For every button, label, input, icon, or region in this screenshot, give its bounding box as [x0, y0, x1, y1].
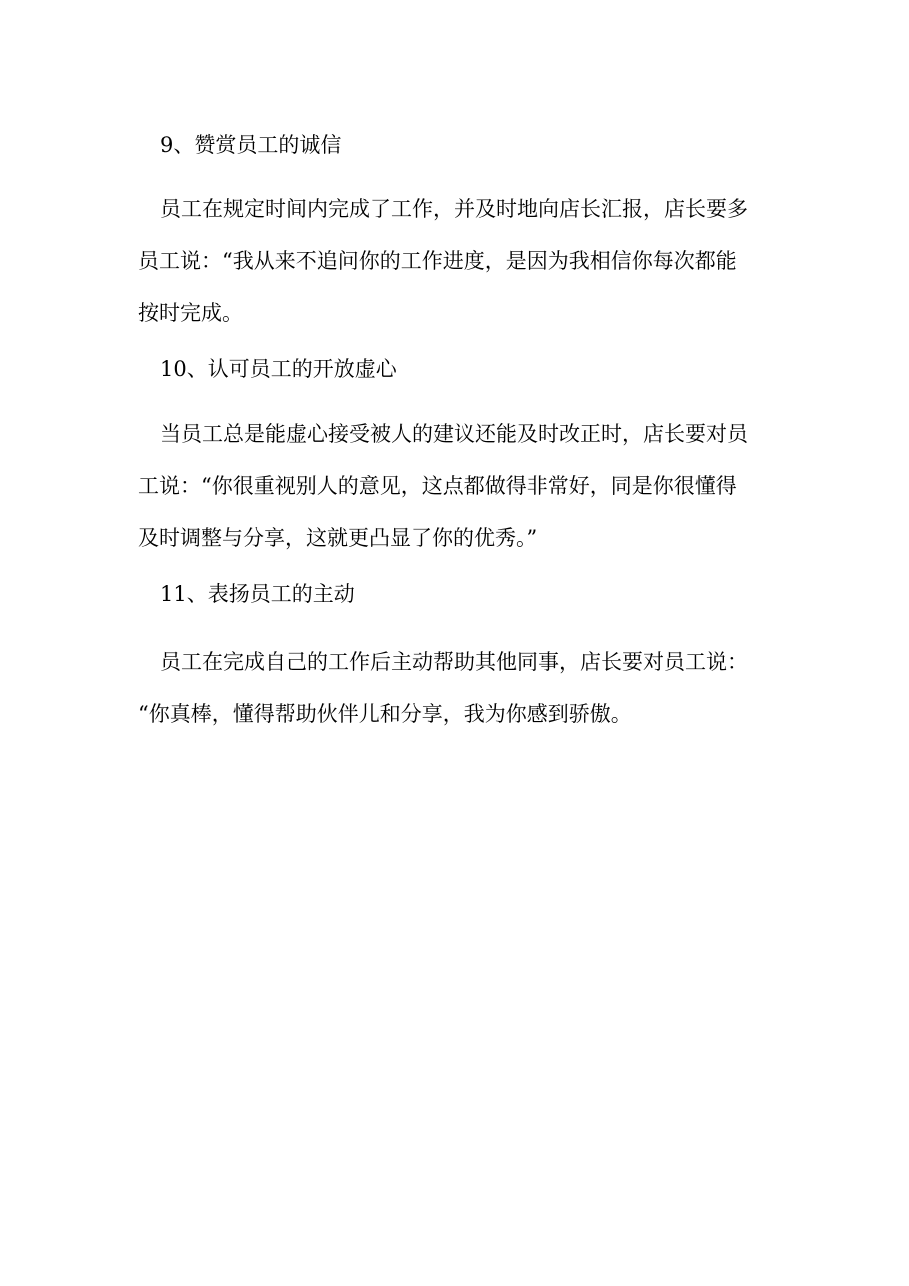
section-paragraph-10 [138, 408, 774, 564]
paragraph-line: 员工在完成自己的工作后主动帮助其他同事，店长要对员工说： [160, 650, 748, 674]
section-paragraph-9 [138, 183, 774, 339]
section-paragraph-11 [138, 636, 774, 740]
paragraph-line: 工说：“你很重视别人的意见，这点都做得非常好，同是你很懂得 [138, 474, 737, 498]
paragraph-line: 按时完成。 [138, 301, 243, 325]
paragraph-line: 及时调整与分享，这就更凸显了你的优秀。” [138, 526, 538, 550]
section-heading-10: 10、认可员工的开放虚心 [160, 357, 397, 381]
paragraph-line: 员工在规定时间内完成了工作，并及时地向店长汇报，店长要多 [160, 197, 748, 221]
section-heading-9: 9、赞赏员工的诚信 [160, 133, 342, 157]
paragraph-line: 员工说：“我从来不追问你的工作进度，是因为我相信你每次都能 [138, 249, 737, 273]
paragraph-line: 当员工总是能虚心接受被人的建议还能及时改正时，店长要对员 [160, 422, 748, 446]
section-heading-11: 11、表扬员工的主动 [160, 582, 355, 606]
paragraph-line: “你真棒，懂得帮助伙伴儿和分享，我为你感到骄傲。 [138, 702, 632, 726]
